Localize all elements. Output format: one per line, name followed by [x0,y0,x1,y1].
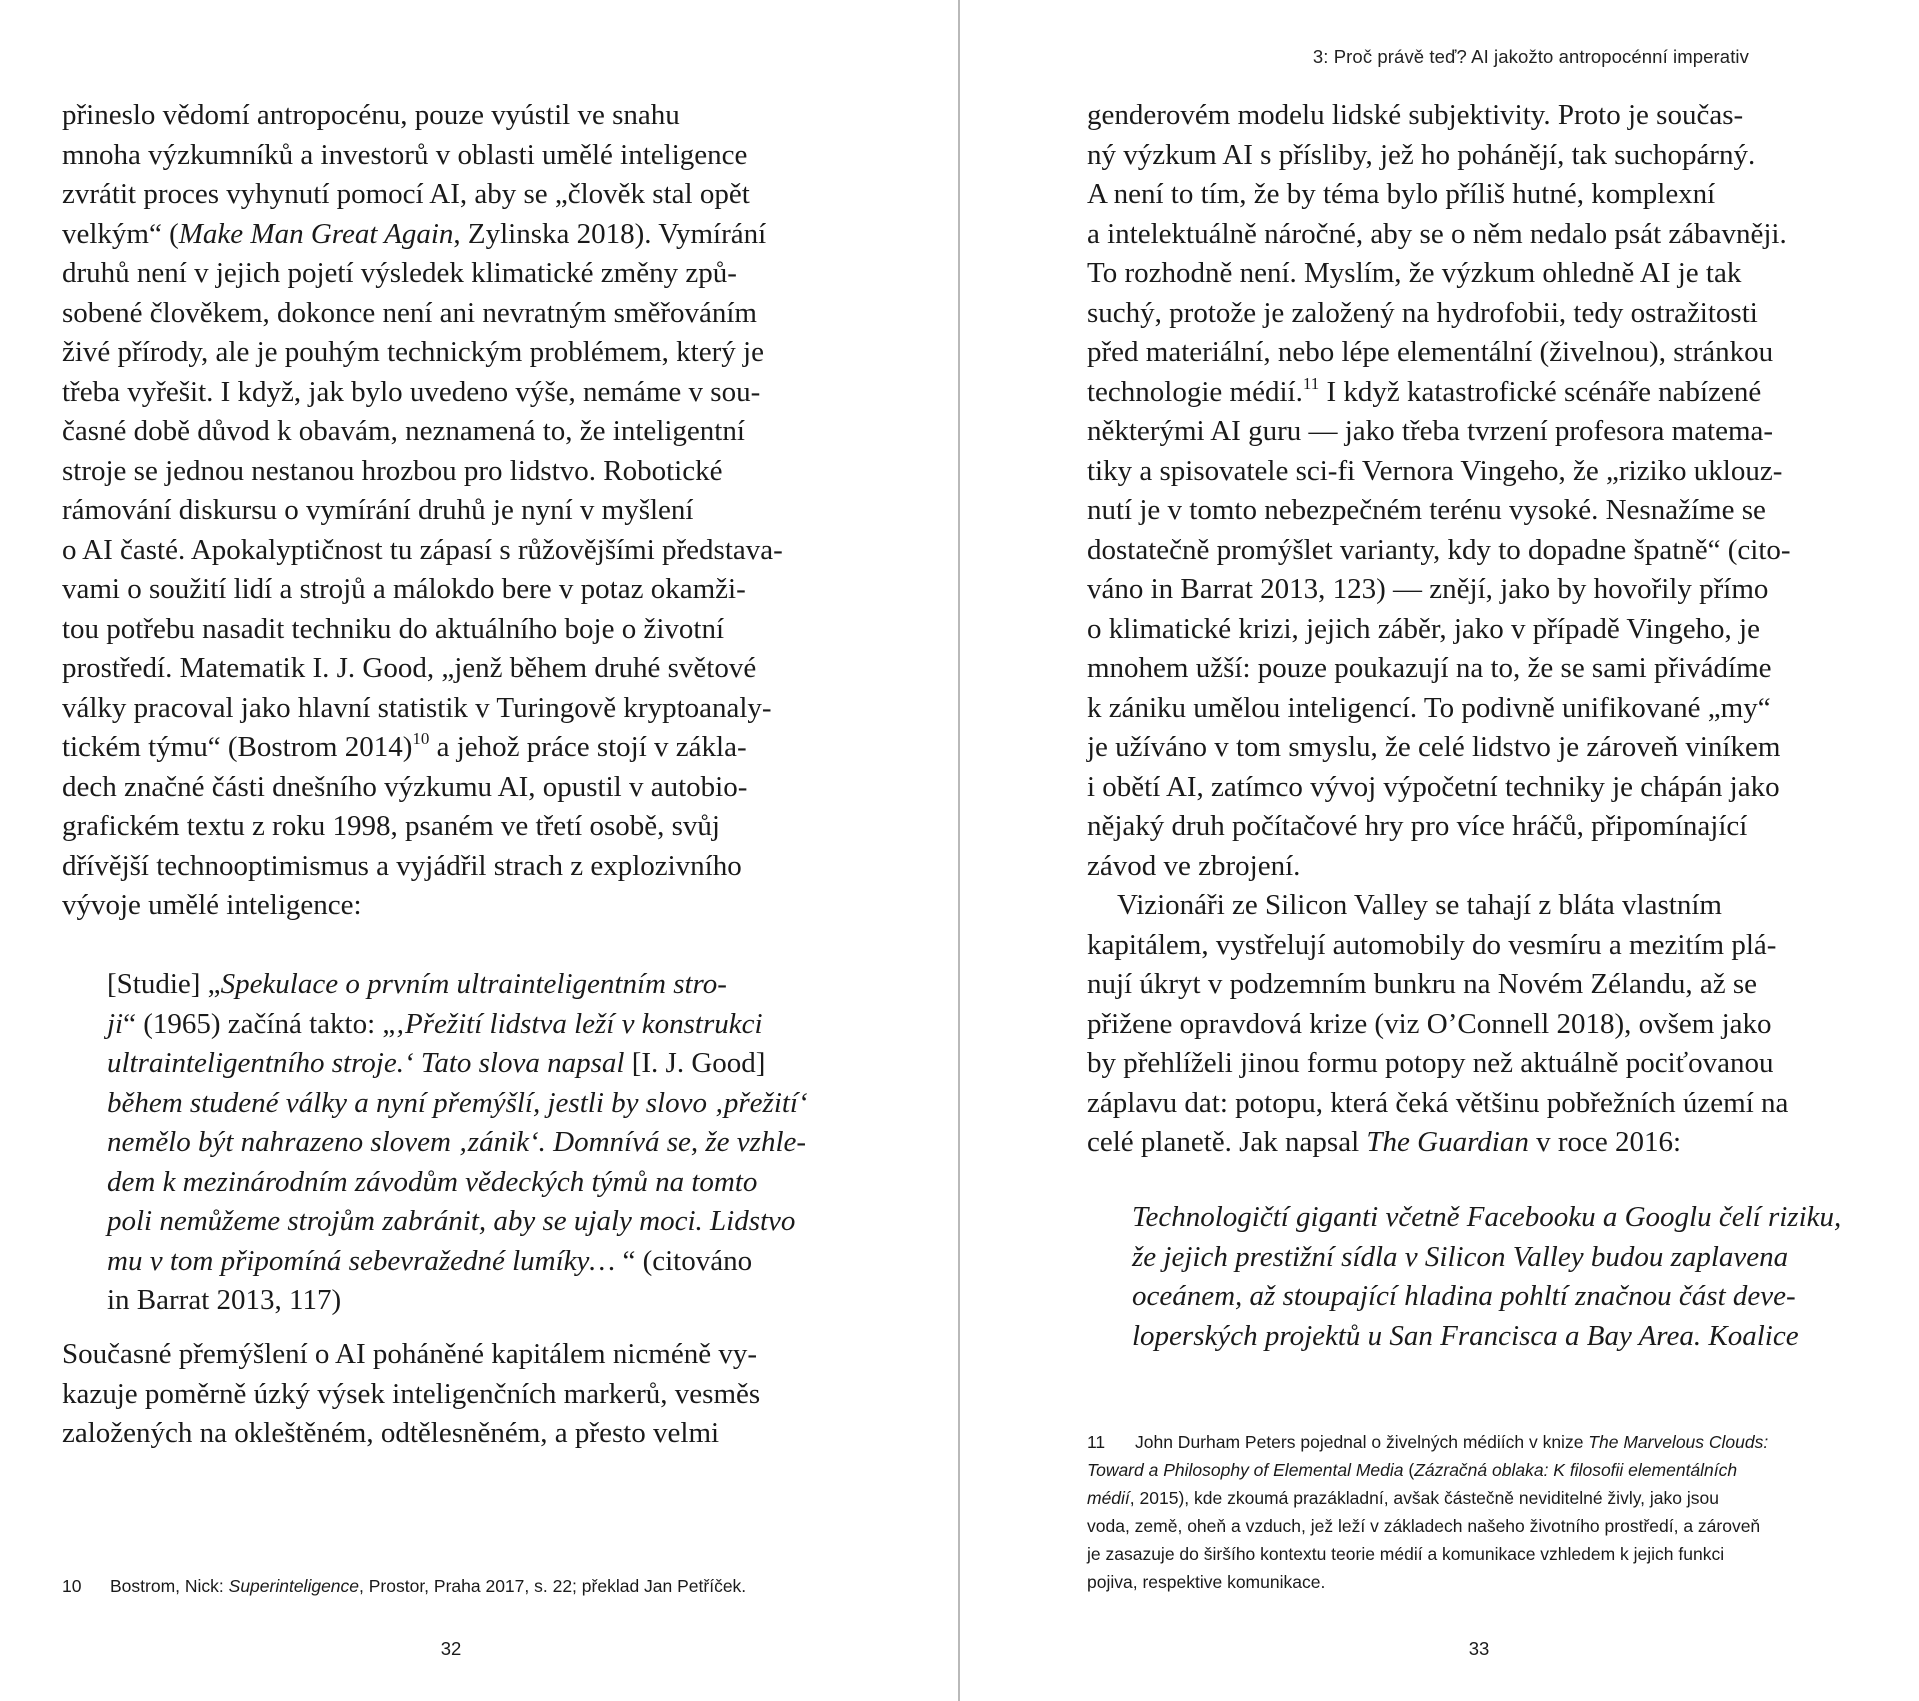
footnote-line [1087,1484,1768,1512]
body-line: A není to tím, že by téma bylo příliš hutné, komplexní [1087,178,1716,210]
left-paragraph-2 [62,1335,760,1454]
quote-line [107,1044,808,1084]
body-line: tou potřebu nasadit techniku do aktuálního boje o životní [62,612,725,645]
body-line: suchý, protože je založený na hydrofobii, tedy ostražitosti [1087,296,1758,329]
body-line: ný výzkum AI s přísliby, jež ho pohánějí, tak suchopárný. [1087,138,1756,171]
running-head: 3: Proč právě teď? AI jakožto antropocénní imperativ [1312,46,1749,67]
body-line: i obětí AI, zatímco vývoj výpočetní techniky je chápán jako [1087,770,1780,803]
quote-line [107,1281,808,1321]
body-line [62,215,783,255]
body-line: je užíváno v tom smyslu, že celé lidstvo je zároveň viníkem [1087,731,1781,763]
footnote-number: 10 [62,1576,82,1596]
italic-run: ‚Přežití lidstva leží v konstrukci [395,1007,763,1040]
body-line: a intelektuálně náročné, aby se o něm nedalo psát zábavněji. [1087,217,1787,250]
footnote-line [1087,1428,1768,1456]
italic-run: dem k mezinárodním závodům vědeckých týmů na tomto [107,1165,758,1198]
quote-line [107,1202,808,1242]
body-line: o AI časté. Apokalyptičnost tu zápasí s růžovějšími představa- [62,533,783,566]
body-line: mnoha výzkumníků a investorů v oblasti umělé inteligence [62,138,748,171]
footnote-book-title: Superinteligence [228,1576,360,1596]
body-line: nutí je v tomto nebezpečném terénu vysoké. Nesnažíme se [1087,494,1766,526]
body-line: některými AI guru — jako třeba tvrzení profesora matema- [1087,415,1774,447]
body-line: závod ve zbrojení. [1087,849,1301,882]
body-line: záplavu dat: potopu, která čeká většinu pobřežních území na [1087,1086,1789,1119]
body-line: založených na okleštěném, odtělesněném, a přesto velmi [62,1417,720,1449]
body-line: sobené člověkem, dokonce není ani nevratným směřováním [62,296,757,329]
italic-run: během studené války a nyní přemýšlí, jestli by slovo ‚přežití‘ [107,1086,808,1119]
left-page [0,0,959,1701]
quote-line: Technologičtí giganti včetně Facebooku a Googlu čelí riziku, [1132,1201,1842,1233]
body-line: genderovém modelu lidské subjektivity. Proto je součas- [1087,99,1744,131]
body-line: prostředí. Matematik I. J. Good, „jenž během druhé světové [62,652,757,684]
quote-line [107,965,808,1005]
right-blockquote [1132,1198,1841,1356]
text-run: , 2015), kde zkoumá prazákladní, avšak částečně neviditelné živly, jako jsou [1129,1488,1719,1508]
text-run: [Studie] „ [107,968,221,1000]
body-line: přižene opravdová krize (viz O’Connell 2018), ovšem jako [1087,1007,1772,1040]
footnote-reference: 10 [412,729,430,748]
page-number-right: 33 [1468,1638,1490,1659]
body-line: před materiální, nebo lépe elementální (živelnou), stránkou [1087,336,1774,368]
quote-line: loperských projektů u San Francisca a Bay Area. Koalice [1132,1319,1799,1352]
body-line: k zániku umělou inteligencí. To podivně unifikované „my“ [1087,691,1771,724]
footnote-line [1087,1456,1768,1484]
left-paragraph-1 [62,96,783,926]
right-paragraph-1 [1087,96,1791,886]
body-line: nují úkryt v podzemním bunkru na Novém Zélandu, až se [1087,968,1758,1000]
text-run: ( [1403,1460,1415,1480]
body-line: časné době důvod k obavám, neznamená to, že inteligentní [62,415,745,447]
body-line: druhů není v jejich pojetí výsledek klimatické změny způ- [62,257,737,289]
italic-run: Spekulace o prvním ultrainteligentním stro- [220,968,727,1000]
text-run: “ (1965) začíná takto: „ [123,1007,396,1040]
text-run: technologie médií. [1087,375,1303,408]
body-line: mnohem užší: pouze poukazují na to, že se sami přivádíme [1087,652,1772,684]
body-line: To rozhodně není. Myslím, že výzkum ohledně AI je tak [1087,257,1742,289]
text-run: celé planetě. Jak napsal [1087,1126,1367,1158]
body-line: o klimatické krizi, jejich záběr, jako v případě Vingeho, je [1087,612,1760,645]
text-run: v roce 2016: [1528,1126,1682,1158]
body-line: nějaký druh počítačové hry pro více hráčů, připomínající [1087,810,1748,842]
body-line: dřívější technooptimismus a vyjádřil strach z explozivního [62,849,742,882]
body-line: vývoje umělé inteligence: [62,889,362,921]
body-line: by přehlíželi jinou formu potopy než aktuálně pociťovanou [1087,1047,1774,1079]
text-run: John Durham Peters pojednal o živelných médiích v knize [1135,1432,1589,1452]
quote-line [107,1123,808,1163]
body-line: Vizionáři ze Silicon Valley se tahají z bláta vlastním [1117,889,1722,921]
italic-run: ultrainteligentního stroje.‘ Tato slova napsal [107,1047,625,1079]
footnote-line [1087,1568,1768,1596]
body-line: Současné přemýšlení o AI poháněné kapitálem nicméně vy- [62,1338,757,1370]
body-line [1087,373,1791,413]
text-run: voda, země, oheň a vzduch, jež leží v základech našeho životního prostředí, a zároveň [1087,1516,1761,1536]
italic-run: Toward a Philosophy of Elemental Media [1087,1460,1404,1480]
quote-line: že jejich prestižní sídla v Silicon Valley budou zaplavena [1132,1240,1789,1273]
footnote-10 [62,1572,746,1600]
text-run: tickém týmu“ (Bostrom 2014) [62,731,413,763]
body-line: zvrátit proces vyhynutí pomocí AI, aby se „člověk stal opět [62,178,750,210]
quote-line [107,1163,808,1203]
footnote-line [1087,1540,1768,1568]
italic-run: médií [1087,1488,1130,1508]
footnote-11 [1087,1428,1768,1596]
body-line: grafickém textu z roku 1998, psaném ve třetí osobě, svůj [62,810,720,842]
quote-line [107,1084,808,1124]
body-line: rámování diskursu o vymírání druhů je nyní v myšlení [62,494,694,526]
italic-run: mu v tom připomíná sebevražedné lumíky… [107,1244,616,1277]
page-number-left: 32 [440,1638,462,1659]
body-line: kazuje poměrně úzký výsek inteligenčních markerů, vesměs [62,1377,761,1410]
italic-run: ji [107,1007,124,1040]
body-line: stroje se jednou nestanou hrozbou pro lidstvo. Robotické [62,454,723,487]
text-run: velkým“ ( [62,217,179,250]
body-line: přineslo vědomí antropocénu, pouze vyústil ve snahu [62,99,680,131]
text-run: I když katastrofické scénáře nabízené [1319,375,1762,408]
quote-line [107,1242,808,1282]
footnote-reference: 11 [1302,373,1320,393]
text-run: , Zylinska 2018). Vymírání [453,217,767,250]
body-line: kapitálem, vystřelují automobily do vesmíru a mezitím plá- [1087,928,1777,961]
footnote-number: 11 [1087,1432,1106,1452]
right-page [960,0,1919,1701]
left-blockquote [107,965,808,1321]
body-line [1087,1123,1788,1163]
italic-run: The Guardian [1366,1126,1529,1158]
body-line: vami o soužití lidí a strojů a málokdo bere v potaz okamži- [62,573,746,605]
body-line: tiky a spisovatele sci-fi Vernora Vingeho, že „riziko uklouz- [1087,454,1783,487]
body-line: války pracoval jako hlavní statistik v Turingově kryptoanaly- [62,691,772,724]
italic-run: The Marvelous Clouds: [1588,1432,1769,1452]
body-line: váno in Barrat 2013, 123) — znějí, jako by hovořily přímo [1087,573,1769,605]
quote-line: oceánem, až stoupající hladina pohltí značnou část deve- [1132,1280,1796,1312]
body-line: třeba vyřešit. I když, jak bylo uvedeno výše, nemáme v sou- [62,375,761,408]
right-paragraph-2 [1087,886,1788,1163]
footnote-text-b: , Prostor, Praha 2017, s. 22; překlad Jan Petříček. [359,1576,747,1596]
quote-line [107,1005,808,1045]
body-line: dech značné části dnešního výzkumu AI, opustil v autobio- [62,770,748,803]
body-line [62,728,783,768]
italic-run: poli nemůžeme strojům zabránit, aby se ujaly moci. Lidstvo [107,1205,796,1237]
body-line: dostatečně promýšlet varianty, kdy to dopadne špatně“ (cito- [1087,533,1791,566]
italic-run: Make Man Great Again [178,217,454,250]
footnote-text-a: Bostrom, Nick: [110,1576,229,1596]
text-run: “ (citováno [615,1244,753,1277]
italic-run: Zázračná oblaka: K filosofii elementálních [1414,1460,1738,1480]
text-run: a jehož práce stojí v zákla- [429,731,747,763]
italic-run: nemělo být nahrazeno slovem ‚zánik‘. Domnívá se, že vzhle- [107,1126,807,1158]
text-run: je zasazuje do širšího kontextu teorie médií a komunikace vzhledem k jejich funkci [1087,1544,1725,1564]
footnote-line [1087,1512,1768,1540]
text-run: [I. J. Good] [624,1047,766,1079]
text-run: pojiva, respektive komunikace. [1087,1572,1326,1592]
text-run: in Barrat 2013, 117) [107,1284,342,1316]
body-line: živé přírody, ale je pouhým technickým problémem, který je [62,336,764,368]
